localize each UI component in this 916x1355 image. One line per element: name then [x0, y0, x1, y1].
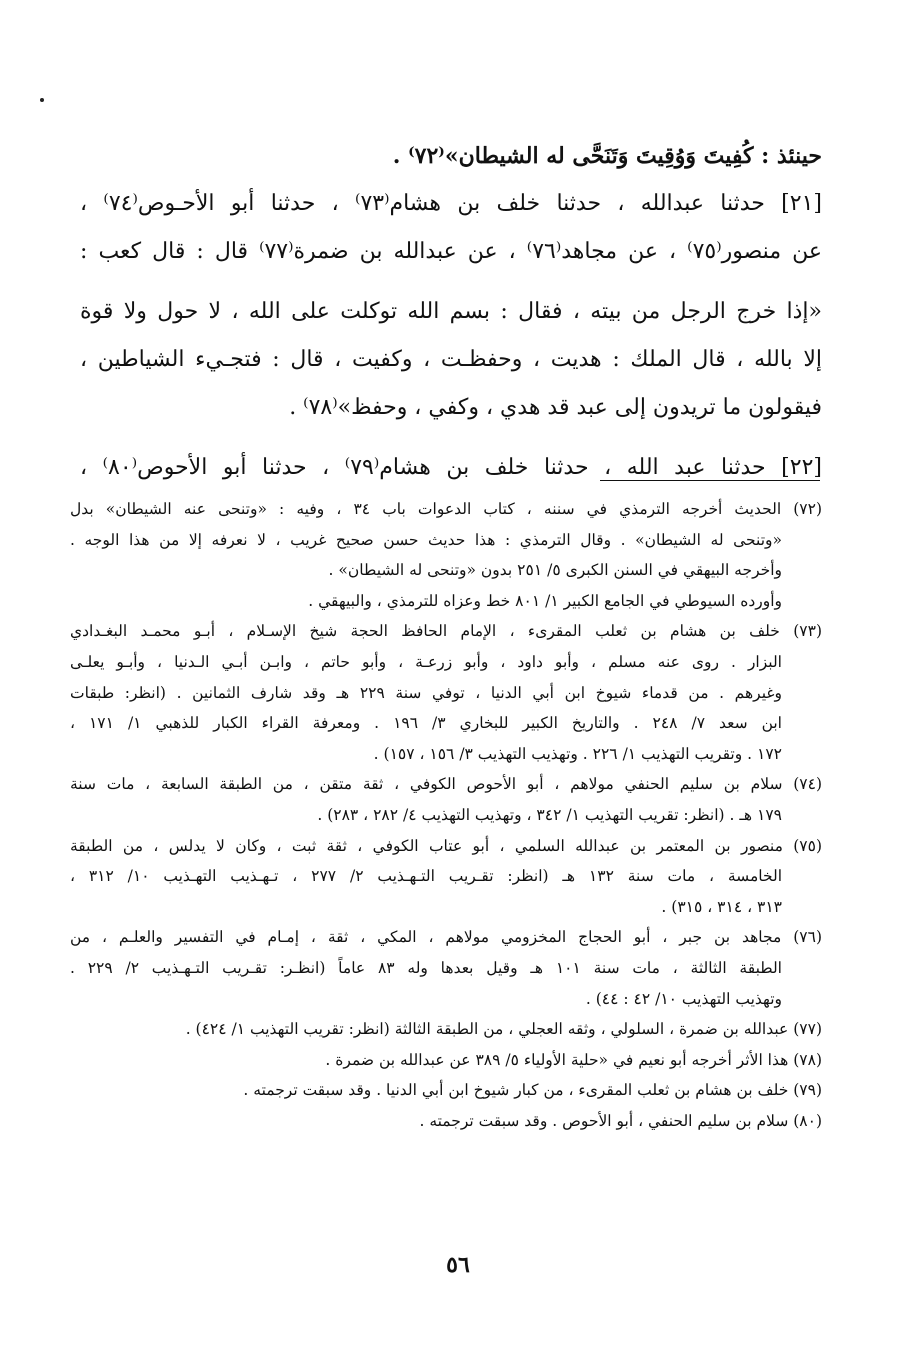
footnote-line: (٧٨) هذا الأثر أخرجه أبو نعيم في «حلية الأولياء ٥/ ٣٨٩ عن عبدالله بن ضمرة . [325, 1050, 822, 1069]
footnote-line: ٣١٣ ، ٣١٤ ، ٣١٥) . [661, 897, 782, 916]
footnote-line: (٧٣) خلف بن هشام بن ثعلب المقرىء ، الإمام الحافظ الحجة شيخ الإسـلام ، أبـو محمـد البغـدادي [70, 622, 822, 641]
footnote-line: وغيرهم . من قدماء شيوخ ابن أبي الدنيا ، توفي سنة ٢٢٩ هـ وقد شارف الثمانين . (انظر: طبقات [70, 683, 782, 702]
main-text [80, 132, 822, 492]
footnote-line: (٧٥) منصور بن المعتمر بن عبدالله السلمي ، أبو عتاب الكوفي ، ثقة ثبت ، وكان لا يدلس ، من الطبقة [70, 836, 822, 855]
body-line: عن منصور⁽٧٥⁾ ، عن مجاهد⁽٧٦⁾ ، عن عبدالله بن ضمرة⁽٧٧⁾ قال : قال كعب : [80, 239, 822, 264]
footnote-line: ١٧٩ هـ . (انظر: تقريب التهذيب ١/ ٣٤٢ ، وتهذيب التهذيب ٤/ ٢٨٢ ، ٢٨٣) . [317, 805, 782, 824]
body-line: [٢١] حدثنا عبدالله ، حدثنا خلف بن هشام⁽٧٣⁾ ، حدثنا أبو الأحـوص⁽٧٤⁾ ، [80, 191, 822, 216]
footnote-line: وأخرجه البيهقي في السنن الكبرى ٥/ ٢٥١ بدون «وتنحى له الشيطان» . [328, 561, 782, 580]
body-line: [٢٢] حدثنا عبد الله ، حدثنا خلف بن هشام⁽٧٩⁾ ، حدثنا أبو الأحوص⁽٨٠⁾ ، [80, 455, 822, 480]
footnote-line: ابن سعد ٧/ ٢٤٨ . والتاريخ الكبير للبخاري ٣/ ١٩٦ . ومعرفة القراء الكبار للذهبي ١/ ١٧١ ، [70, 714, 782, 733]
body-line: إلا بالله ، قال الملك : هديت ، وحفظـت ، وكفيت ، قال : فتجـيء الشياطين ، [80, 347, 822, 372]
body-line: حينئذ : كُفِيتَ وَوُقِيتَ وَتَنَحَّى له الشيطان»⁽٧٢⁾ . [392, 143, 822, 169]
body-line: «إذا خرج الرجل من بيته ، فقال : بسم الله توكلت على الله ، لا حول ولا قوة [80, 299, 822, 324]
footnote-line: الخامسة ، مات سنة ١٣٢ هـ (انظر: تقـريب التـهـذيب ٢/ ٢٧٧ ، تـهـذيب التهـذيب ١٠/ ٣١٢ ، [70, 867, 783, 886]
footnote-line: وتهذيب التهذيب ١٠/ ٤٢ : ٤٤) . [585, 989, 782, 1008]
footnote-line: (٧٧) عبدالله بن ضمرة ، السلولي ، وثقه العجلي ، من الطبقة الثالثة (انظر: تقريب التهذيب ١/ ٤٢٤) . [185, 1020, 822, 1039]
margin-speck [40, 98, 44, 102]
footnote-line: (٧٤) سلام بن سليم الحنفي مولاهم ، أبو الأحوص الكوفي ، ثقة متقن ، من الطبقة السابعة ، مات سنة [70, 775, 822, 794]
footnote-line: (٧٩) خلف بن هشام بن ثعلب المقرىء ، من كبار شيوخ ابن أبي الدنيا . وقد سبقت ترجمته . [243, 1081, 822, 1100]
body-line: فيقولون ما تريدون إلى عبد قد هدي ، وكفي ، وحفظ»⁽٧٨⁾ . [289, 395, 822, 420]
footnote-line: (٧٢) الحديث أخرجه الترمذي في سننه ، كتاب الدعوات باب ٣٤ ، وفيه : «وتنحى عنه الشيطان» بدل [70, 500, 822, 518]
footnote-line: «وتنحى له الشيطان» . وقال الترمذي : هذا حديث حسن صحيح غريب ، لا نعرفه إلا من هذا الوجه . [70, 530, 782, 549]
footnote-line: (٨٠) سلام بن سليم الحنفي ، أبو الأحوص . وقد سبقت ترجمته . [419, 1111, 822, 1130]
footnote-line: البزار . روى عنه مسلم ، وأبو داود ، وأبو زرعـة ، وأبو حاتم ، وابـن أبـي الـدنيا ، وأبـو يعلـى [70, 652, 782, 671]
footnote-line: الطبقة الثالثة ، مات سنة ١٠١ هـ وقيل بعدها وله ٨٣ عاماً (انظـر: تقـريب التـهـذيب ٢/ ٢٢٩ . [70, 958, 782, 977]
footnotes [70, 494, 822, 1136]
footnote-line: وأورده السيوطي في الجامع الكبير ١/ ٨٠١ خط وعزاه للترمذي ، والبيهقي . [308, 591, 782, 610]
footnote-separator [600, 480, 820, 481]
footnote-line: ١٧٢ . وتقريب التهذيب ١/ ٢٢٦ . وتهذيب التهذيب ٣/ ١٥٦ ، ١٥٧) . [373, 744, 782, 763]
page-number: ٥٦ [446, 1252, 470, 1278]
footnote-line: (٧٦) مجاهد بن جبر ، أبو الحجاج المخزومي مولاهم ، المكي ، ثقة ، إمـام في التفسير والعلـم ، من [70, 928, 822, 947]
